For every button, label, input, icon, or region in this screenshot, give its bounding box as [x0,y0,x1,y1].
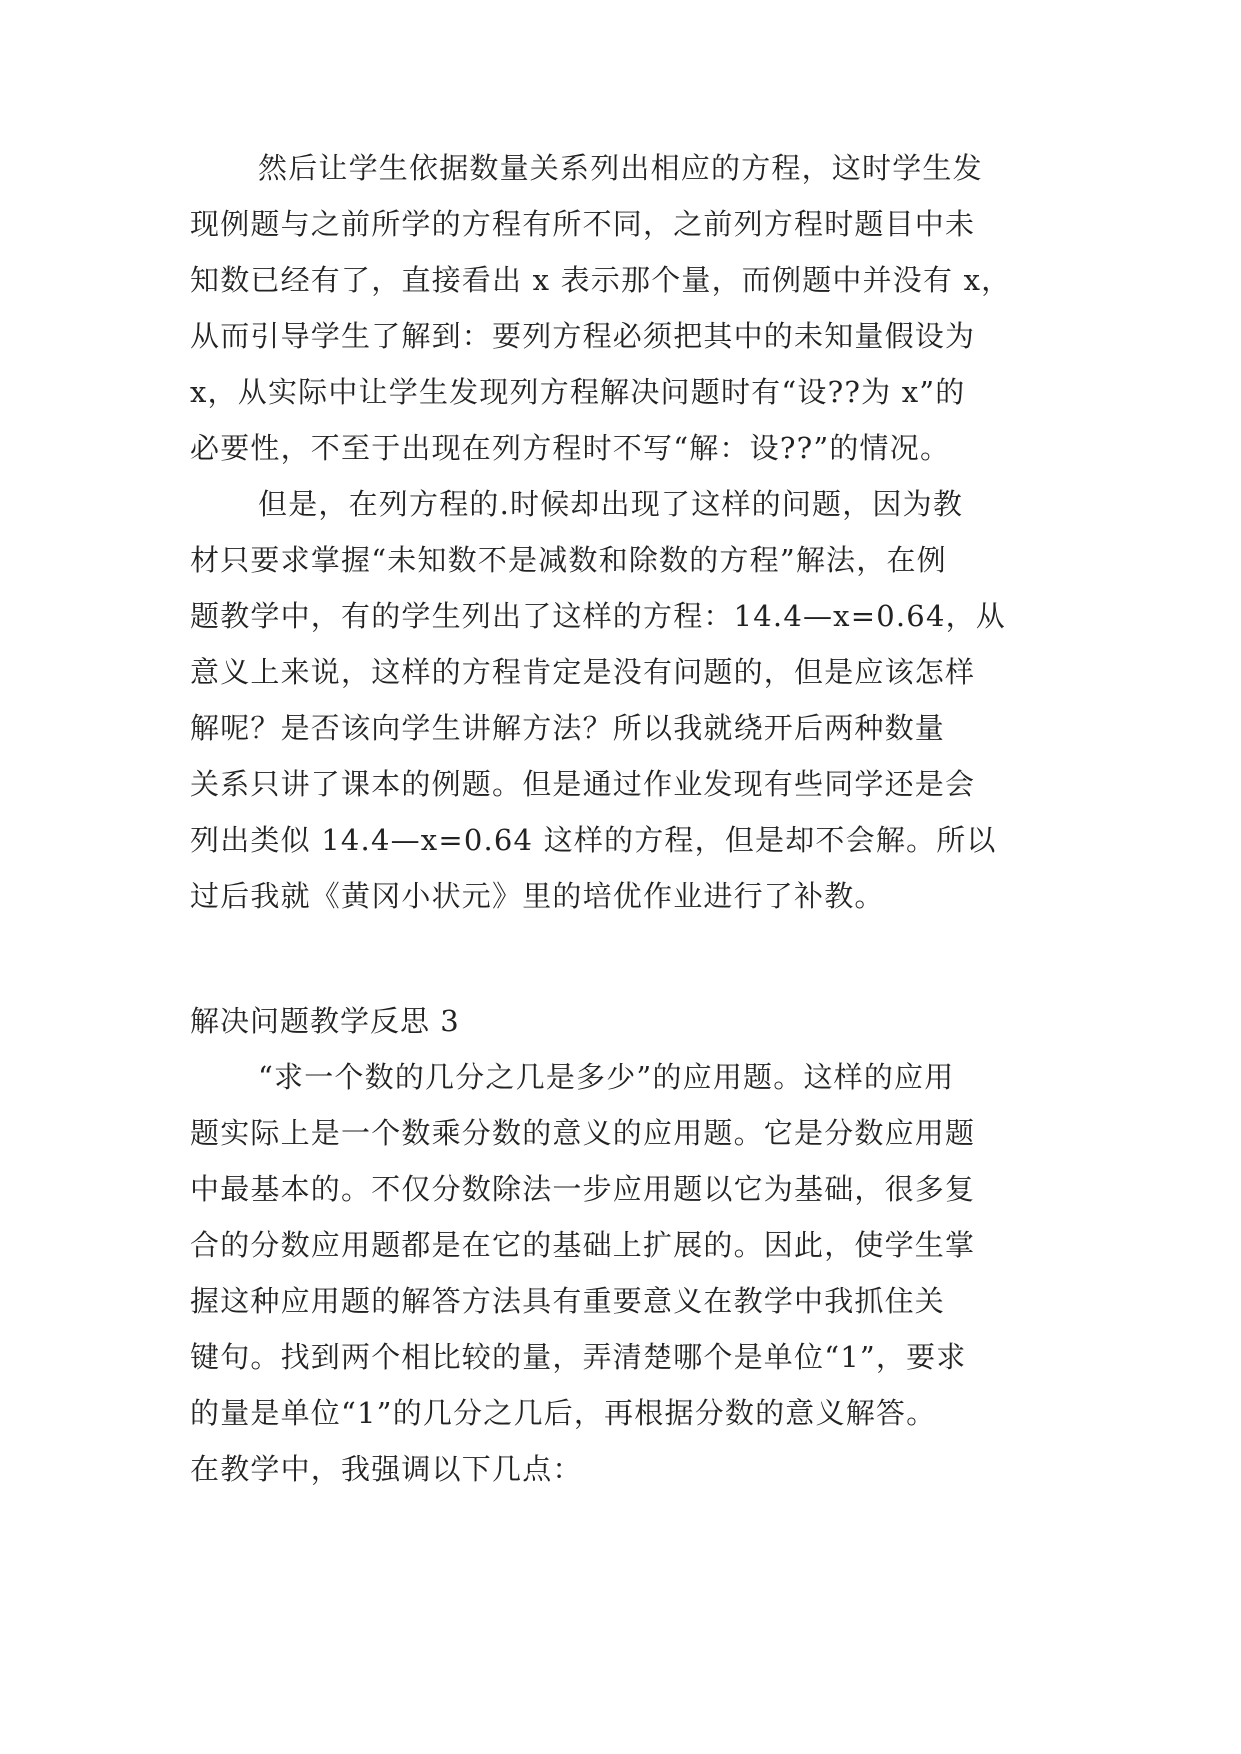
paragraph1-line: 必要性，不至于出现在列方程时不写“解：设??”的情况。 [190,431,951,465]
paragraph3-line: 握这种应用题的解答方法具有重要意义在教学中我抓住关 [190,1284,946,1318]
paragraph3-line: 题实际上是一个数乘分数的意义的应用题。它是分数应用题 [190,1116,976,1150]
paragraph2-line: 但是，在列方程的.时候却出现了这样的问题，因为教 [258,487,964,521]
paragraph2-line: 意义上来说，这样的方程肯定是没有问题的，但是应该怎样 [190,655,976,689]
paragraph2-line: 列出类似 14.4—x=0.64 这样的方程，但是却不会解。所以 [190,823,997,857]
paragraph1-line: x，从实际中让学生发现列方程解决问题时有“设??为 x”的 [190,375,966,409]
paragraph2-line: 关系只讲了课本的例题。但是通过作业发现有些同学还是会 [190,767,976,801]
paragraph2-line: 材只要求掌握“未知数不是减数和除数的方程”解法，在例 [190,543,947,577]
paragraph3-line: 中最基本的。不仅分数除法一步应用题以它为基础，很多复 [190,1172,976,1206]
paragraph1-line: 现例题与之前所学的方程有所不同，之前列方程时题目中未 [190,207,976,241]
paragraph3-line: 键句。找到两个相比较的量，弄清楚哪个是单位“1”，要求 [190,1340,967,1374]
paragraph3-line: 合的分数应用题都是在它的基础上扩展的。因此，使学生掌 [190,1228,976,1262]
paragraph3-line: 在教学中，我强调以下几点： [190,1452,583,1486]
paragraph3-line: 的量是单位“1”的几分之几后，再根据分数的意义解答。 [190,1396,937,1430]
paragraph2-line: 题教学中，有的学生列出了这样的方程：14.4—x=0.64，从 [190,599,1006,633]
paragraph1-line: 然后让学生依据数量关系列出相应的方程，这时学生发 [258,151,983,185]
paragraph1-line: 从而引导学生了解到：要列方程必须把其中的未知量假设为 [190,319,976,353]
paragraph3-line: “求一个数的几分之几是多少”的应用题。这样的应用 [258,1060,955,1094]
paragraph2-line: 过后我就《黄冈小状元》里的培优作业进行了补教。 [190,879,885,913]
section-heading: 解决问题教学反思 3 [190,1004,460,1038]
paragraph2-line: 解呢？是否该向学生讲解方法？所以我就绕开后两种数量 [190,711,946,745]
paragraph1-line: 知数已经有了，直接看出 x 表示那个量，而例题中并没有 x， [190,263,1012,297]
